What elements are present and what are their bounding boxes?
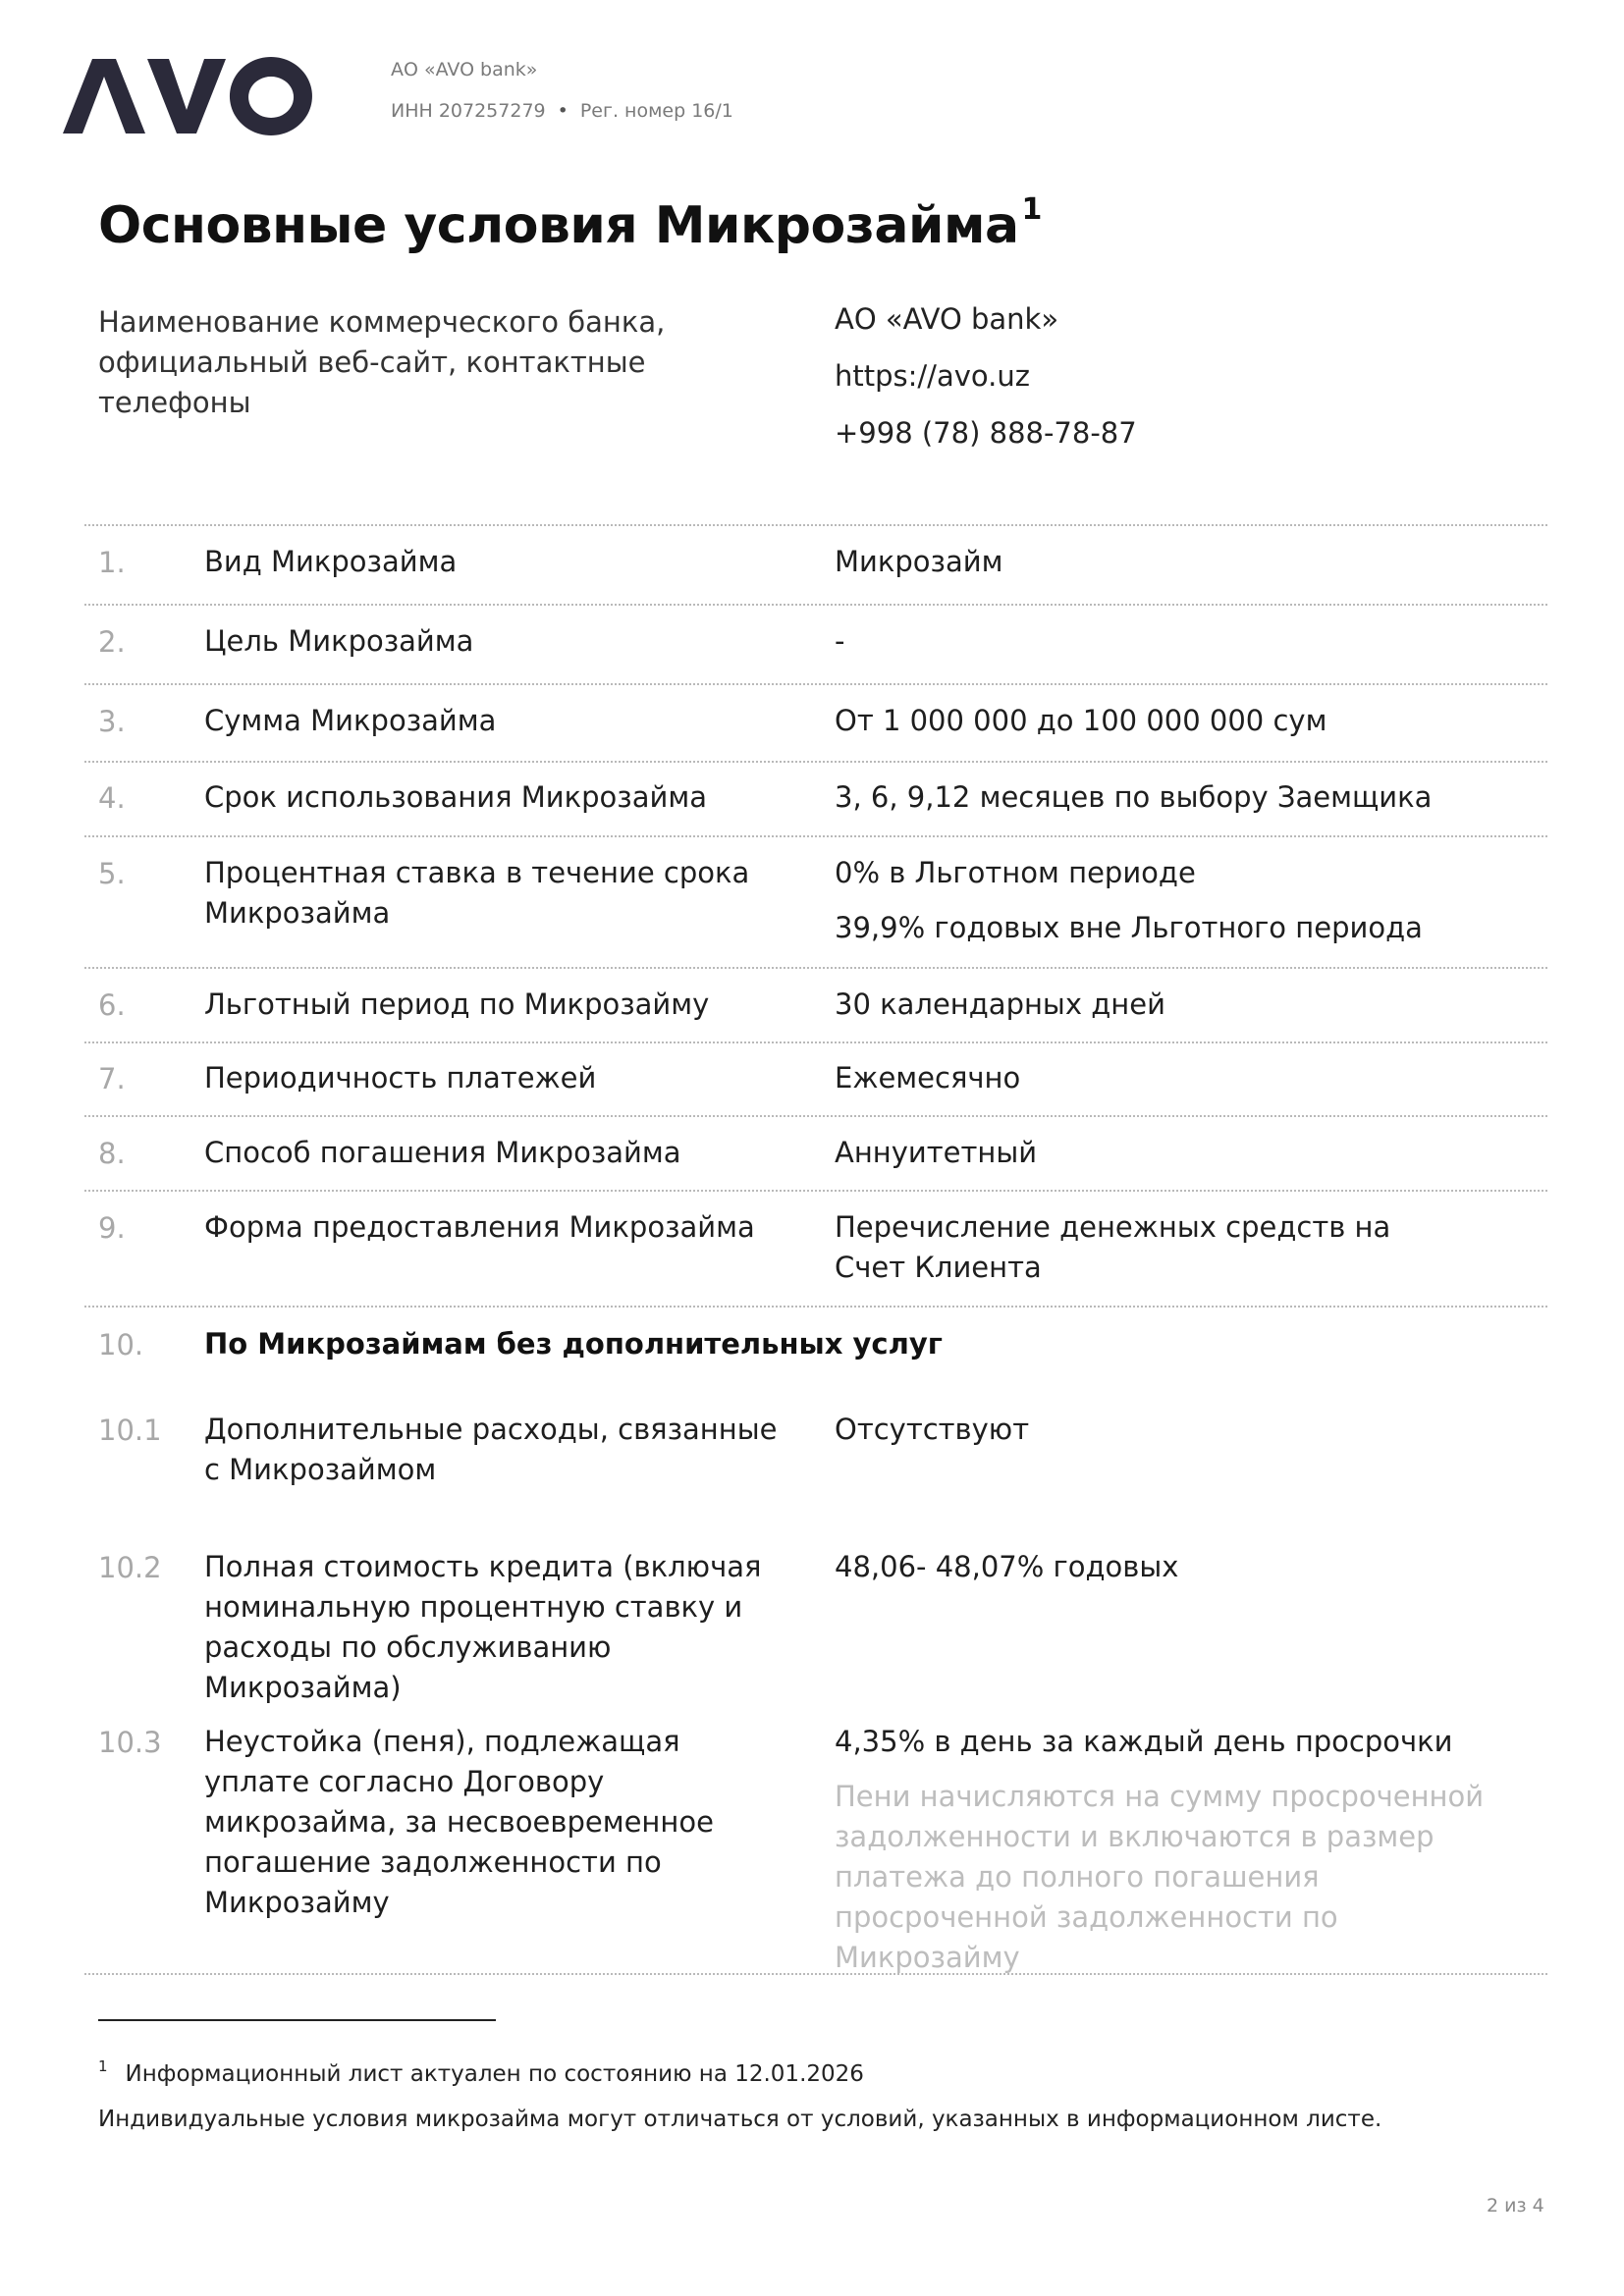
bank-name: АО «AVO bank»	[835, 302, 1059, 336]
row-value: От 1 000 000 до 100 000 000 сум	[835, 704, 1327, 737]
row-label: Вид Микрозайма	[204, 545, 458, 578]
row-value: 30 календарных дней	[835, 988, 1165, 1021]
row-number: 4.	[98, 781, 126, 815]
row-label: Процентная ставка в течение срока Микрозайма	[204, 856, 750, 930]
inn-text: ИНН 207257279	[391, 100, 546, 122]
row-value: Ежемесячно	[835, 1061, 1021, 1095]
section-number: 10.	[98, 1328, 144, 1362]
row-divider	[84, 1306, 1547, 1308]
title-footnote-marker: 1	[1021, 192, 1042, 227]
row-label: Периодичность платежей	[204, 1061, 597, 1095]
reg-number: Рег. номер 16/1	[579, 100, 733, 122]
row-number: 3.	[98, 705, 126, 738]
row-divider	[84, 1190, 1547, 1192]
section-heading: По Микрозаймам без дополнительных услуг	[204, 1327, 943, 1361]
row-value: Микрозайм	[835, 545, 1003, 578]
row-number: 9.	[98, 1211, 126, 1245]
row-number: 10.1	[98, 1414, 162, 1447]
row-value: 0% в Льготном периоде	[835, 856, 1196, 889]
footnote-disclaimer: Индивидуальные условия микрозайма могут отличаться от условий, указанных в информационном листе.	[98, 2107, 1382, 2132]
row-number: 7.	[98, 1062, 126, 1095]
title-text: Основные условия Микрозайма	[98, 196, 1019, 255]
bullet-separator: •	[557, 100, 568, 122]
row-number: 10.2	[98, 1551, 162, 1584]
row-number: 10.3	[98, 1726, 162, 1759]
row-label: Форма предоставления Микрозайма	[204, 1210, 755, 1244]
row-number: 8.	[98, 1137, 126, 1170]
row-number: 2.	[98, 625, 126, 659]
bank-label: Наименование коммерческого банка, официальный веб-сайт, контактные телефоны	[98, 305, 666, 419]
page-title	[98, 192, 1042, 255]
footnote-divider	[98, 2019, 496, 2021]
row-value: Перечисление денежных средств на Счет Клиента	[835, 1210, 1391, 1284]
penalty-note: Пени начисляются на сумму просроченной задолженности и включаются в размер платежа до полного погашения просроченной задолженности по Микрозайму	[835, 1780, 1485, 1974]
row-label: Льготный период по Микрозайму	[204, 988, 710, 1021]
row-divider	[84, 761, 1547, 763]
org-details	[391, 100, 733, 122]
row-divider	[84, 835, 1547, 837]
row-number: 6.	[98, 988, 126, 1022]
row-label: Цель Микрозайма	[204, 624, 474, 658]
footnote	[98, 2057, 864, 2087]
page-number: 2 из 4	[1487, 2195, 1544, 2216]
row-value: -	[835, 624, 845, 658]
row-divider	[84, 604, 1547, 606]
bank-phone: +998 (78) 888-78-87	[835, 416, 1137, 450]
row-divider	[84, 1041, 1547, 1043]
row-divider	[84, 1115, 1547, 1117]
row-value: Отсутствуют	[835, 1413, 1030, 1446]
footnote-date-text: Информационный лист актуален по состоянию на 12.01.2026	[125, 2061, 864, 2087]
row-divider	[84, 524, 1547, 526]
row-label: Неустойка (пеня), подлежащая уплате согласно Договору микрозайма, за несвоевременное погашение задолженности по Микрозайму	[204, 1725, 714, 1919]
avo-logo	[63, 55, 313, 137]
row-value-secondary: 39,9% годовых вне Льготного периода	[835, 911, 1423, 944]
row-value: 48,06- 48,07% годовых	[835, 1550, 1179, 1583]
row-label: Полная стоимость кредита (включая номинальную процентную ставку и расходы по обслуживанию Микрозайма)	[204, 1550, 762, 1704]
row-number: 1.	[98, 546, 126, 579]
row-label: Срок использования Микрозайма	[204, 780, 707, 814]
bank-website: https://avo.uz	[835, 359, 1030, 393]
row-label: Сумма Микрозайма	[204, 704, 497, 737]
row-value: 4,35% в день за каждый день просрочки	[835, 1725, 1453, 1758]
row-value: 3, 6, 9,12 месяцев по выбору Заемщика	[835, 780, 1433, 814]
row-label: Дополнительные расходы, связанные с Микрозаймом	[204, 1413, 778, 1486]
footnote-marker: 1	[98, 2057, 108, 2075]
row-value: Аннуитетный	[835, 1136, 1038, 1169]
row-divider	[84, 683, 1547, 685]
row-divider	[84, 967, 1547, 969]
org-name: АО «AVO bank»	[391, 59, 538, 80]
row-number: 5.	[98, 857, 126, 890]
row-label: Способ погашения Микрозайма	[204, 1136, 681, 1169]
